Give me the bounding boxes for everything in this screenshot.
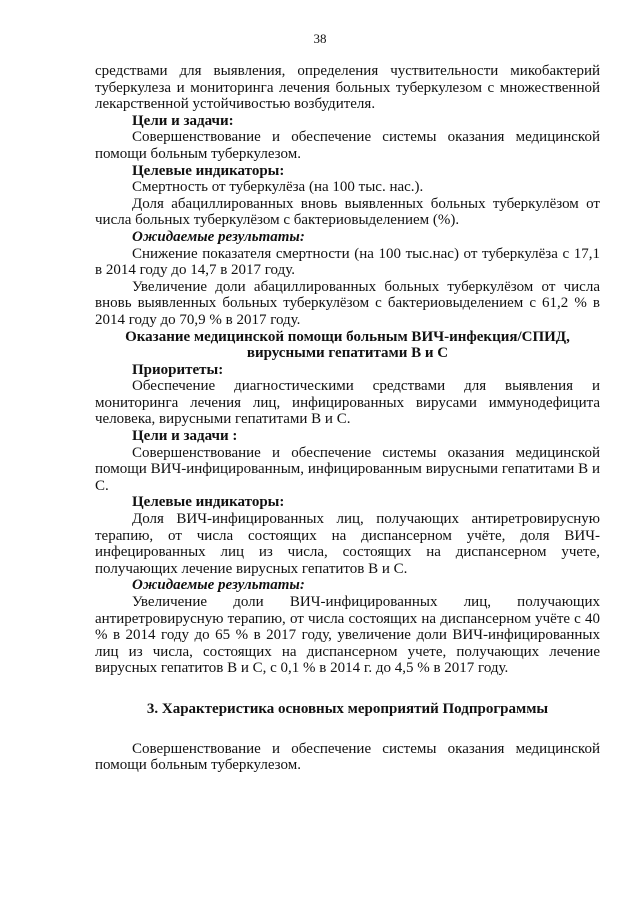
paragraph-results-hiv: Увеличение доли ВИЧ-инфицированных лиц, получающих антиретровирусную терапию, от числа состоящих на диспансерном учёте с 40 % в 2014 году до 65 % в 2017 году, увеличение доли ВИЧ-инфицированных лиц из числа, состоящих на диспансерном учете, получающих лечение вирусных гепатитов В и С, с 0,1 % в 2014 г. до 4,5 % в 2017 году. xyxy=(95,594,600,677)
heading-priorities-hiv: Приоритеты: xyxy=(132,361,224,378)
heading-results-tb: Ожидаемые результаты: xyxy=(132,228,305,245)
paragraph-indicator-mortality: Смертность от туберкулёза (на 100 тыс. нас.). xyxy=(132,179,424,196)
page-content xyxy=(95,63,600,774)
paragraph-activities: Совершенствование и обеспечение системы оказания медицинской помощи больным туберкулезом. xyxy=(95,740,600,774)
paragraph-result-abacillated: Увеличение доли абациллированных больных туберкулёзом от числа вновь выявленных больных туберкулёзом с бактериовыделением с 61,2 % в 2014 году до 70,9 % в 2017 году. xyxy=(95,278,600,328)
paragraph-goals-hiv: Совершенствование и обеспечение системы оказания медицинской помощи ВИЧ-инфицированным, инфицированным вирусными гепатитами В и С. xyxy=(95,444,600,494)
paragraph-priorities-hiv: Обеспечение диагностическими средствами для выявления и мониторинга лечения лиц, инфицированных вирусами иммунодефицита человека, вирусными гепатитами В и С. xyxy=(95,378,600,428)
heading-indicators-hiv: Целевые индикаторы: xyxy=(132,494,285,511)
page-number: 38 xyxy=(313,31,327,46)
heading-indicators-tb: Целевые индикаторы: xyxy=(132,162,285,179)
section-heading-hiv: Оказание медицинской помощи больным ВИЧ-инфекция/СПИД, вирусными гепатитами В и С xyxy=(125,328,570,362)
heading-goals-tb: Цели и задачи: xyxy=(132,112,234,129)
paragraph-goals-tb: Совершенствование и обеспечение системы оказания медицинской помощи больным туберкулезом. xyxy=(95,129,600,162)
heading-results-hiv: Ожидаемые результаты: xyxy=(132,577,305,594)
paragraph-tb-diagnostics: средствами для выявления, определения чуствительности микобактерий туберкулеза и мониторинга лечения больных туберкулезом с множественной лекарственной устойчивостью возбудителя. xyxy=(95,63,600,113)
paragraph-indicator-abacillated: Доля абациллированных вновь выявленных больных туберкулёзом от числа больных туберкулёзом с бактериовыделением (%). xyxy=(95,195,600,229)
paragraph-indicators-hiv: Доля ВИЧ-инфицированных лиц, получающих антиретровирусную терапию, от числа состоящих на диспансерном учёте, доля ВИЧ-инфецированных лиц из числа, состоящих на диспансерном учете, получающих лечение вирусных гепатитов В и С. xyxy=(95,511,600,577)
heading-goals-hiv: Цели и задачи : xyxy=(132,428,238,445)
section-heading-activities: 3. Характеристика основных мероприятий Подпрограммы xyxy=(146,700,549,717)
paragraph-result-mortality: Снижение показателя смертности (на 100 тыс.нас) от туберкулёза с 17,1 в 2014 году до 14,7 в 2017 году. xyxy=(95,245,600,279)
